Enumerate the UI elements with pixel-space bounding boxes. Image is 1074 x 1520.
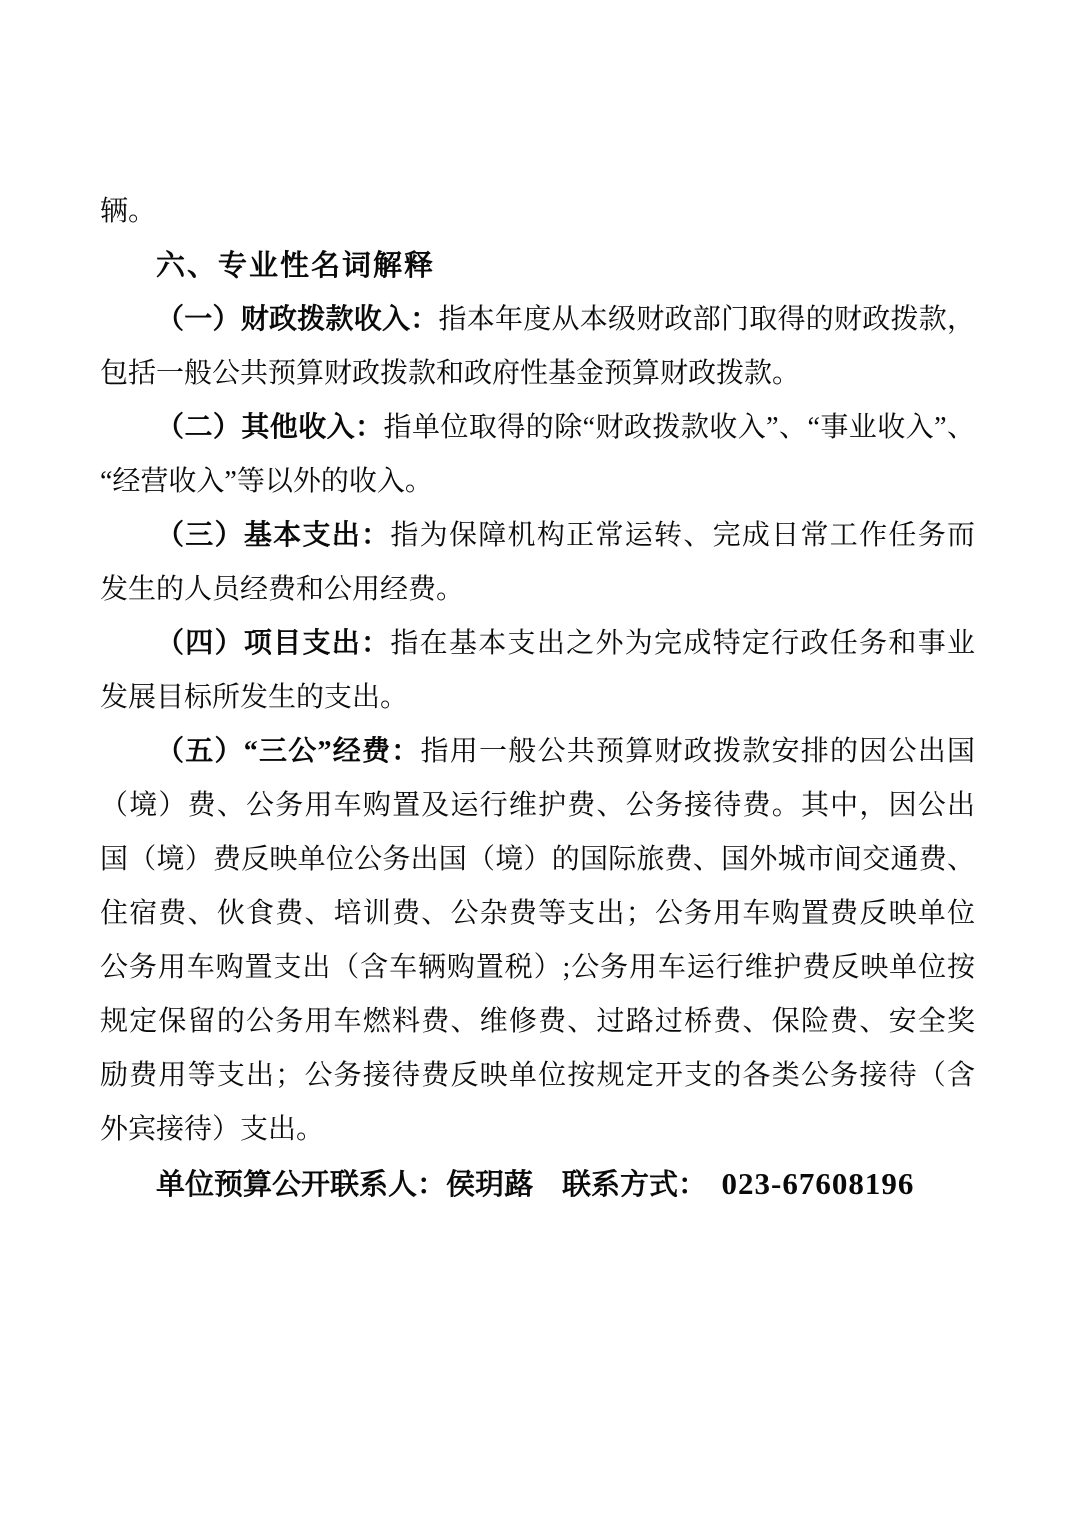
para2-line1 bbox=[100, 401, 975, 455]
section-heading-line bbox=[100, 239, 975, 293]
para5-line1 bbox=[100, 725, 975, 779]
contact-phone: 023-67608196 bbox=[721, 1166, 915, 1201]
para5-line2 bbox=[100, 779, 975, 833]
body-text: 包括一般公共预算财政拨款和政府性基金预算财政拨款。 bbox=[100, 358, 801, 389]
contact-label: 单位预算公开联系人：侯玥蕗 联系方式： bbox=[156, 1169, 722, 1201]
section-heading: 六、专业性名词解释 bbox=[156, 250, 436, 282]
term-label: （二）其他收入： bbox=[156, 412, 384, 443]
para5-line3 bbox=[100, 833, 975, 887]
para2-line2 bbox=[100, 455, 975, 509]
para1-line2 bbox=[100, 347, 975, 401]
para1-line1 bbox=[100, 293, 975, 347]
body-text: 励费用等支出；公务接待费反映单位按规定开支的各类公务接待（含 bbox=[100, 1060, 975, 1091]
body-text: 规定保留的公务用车燃料费、维修费、过路过桥费、保险费、安全奖 bbox=[100, 1006, 975, 1037]
para5-line4 bbox=[100, 887, 975, 941]
body-text: 发生的人员经费和公用经费。 bbox=[100, 574, 465, 605]
para5-line5 bbox=[100, 941, 975, 995]
body-text: 公务用车购置支出（含车辆购置税）;公务用车运行维护费反映单位按 bbox=[100, 952, 975, 983]
body-text: 指单位取得的除“财政拨款收入”、“事业收入”、 bbox=[383, 412, 975, 443]
continuation-line bbox=[100, 185, 975, 239]
body-text: 指本年度从本级财政部门取得的财政拨款， bbox=[438, 304, 975, 335]
para5-line7 bbox=[100, 1049, 975, 1103]
body-text: 指用一般公共预算财政拨款安排的因公出国 bbox=[420, 736, 975, 767]
term-label: （一）财政拨款收入： bbox=[156, 304, 439, 335]
body-text: 外宾接待）支出。 bbox=[100, 1114, 325, 1145]
body-text: 指在基本支出之外为完成特定行政任务和事业 bbox=[390, 628, 975, 659]
term-label: （四）项目支出： bbox=[156, 628, 391, 659]
contact-line bbox=[100, 1157, 975, 1211]
para3-line1 bbox=[100, 509, 975, 563]
document-body bbox=[100, 0, 975, 1211]
body-text: 国（境）费反映单位公务出国（境）的国际旅费、国外城市间交通费、 bbox=[100, 844, 975, 875]
body-text: 发展目标所发生的支出。 bbox=[100, 682, 409, 713]
body-text: 辆。 bbox=[100, 196, 157, 227]
term-label: （三）基本支出： bbox=[156, 520, 391, 551]
para3-line2 bbox=[100, 563, 975, 617]
para5-line6 bbox=[100, 995, 975, 1049]
body-text: “经营收入”等以外的收入。 bbox=[100, 466, 433, 497]
term-label: （五）“三公”经费： bbox=[156, 736, 421, 767]
para5-line8 bbox=[100, 1103, 975, 1157]
body-text: 住宿费、伙食费、培训费、公杂费等支出；公务用车购置费反映单位 bbox=[100, 898, 975, 929]
body-text: （境）费、公务用车购置及运行维护费、公务接待费。其中，因公出 bbox=[100, 790, 975, 821]
body-text: 指为保障机构正常运转、完成日常工作任务而 bbox=[390, 520, 975, 551]
para4-line2 bbox=[100, 671, 975, 725]
para4-line1 bbox=[100, 617, 975, 671]
